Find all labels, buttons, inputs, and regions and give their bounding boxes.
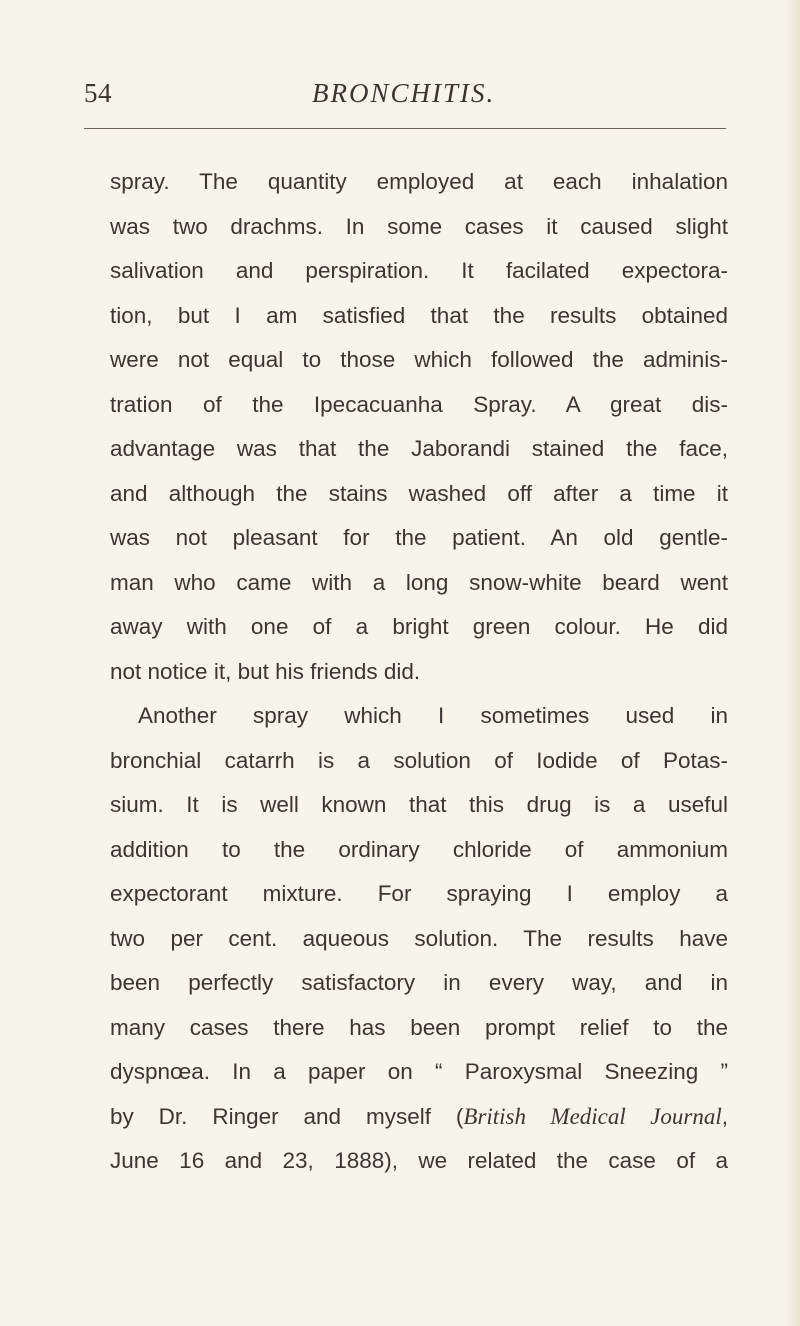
text-line: were not equal to those which followed the adminis-: [110, 347, 728, 372]
body-text: [110, 160, 728, 1184]
text-line: Another spray which I sometimes used in: [138, 703, 728, 728]
citation-before: by Dr. Ringer and myself (: [110, 1103, 464, 1129]
text-line: tration of the Ipecacuanha Spray. A great dis-: [110, 391, 728, 417]
text-line: expectorant mixture. For spraying I employ a: [110, 881, 728, 906]
text-line: not notice it, but his friends did.: [110, 658, 421, 684]
running-head: BRONCHITIS.: [312, 78, 496, 108]
text-line: dyspnœa. In a paper on “ Paroxysmal Sneezing ”: [110, 1059, 728, 1084]
page-number: 54: [84, 78, 112, 108]
text-line: away with one of a bright green colour. He did: [110, 614, 728, 639]
text-line: June 16 and 23, 1888), we related the case of a: [110, 1148, 728, 1173]
text-line: been perfectly satisfactory in every way, and in: [110, 970, 728, 995]
text-line: was not pleasant for the patient. An old gentle-: [110, 525, 728, 550]
text-line-citation: [110, 1095, 728, 1140]
text-line: man who came with a long snow-white beard went: [110, 569, 728, 595]
text-line: many cases there has been prompt relief to the: [110, 1014, 728, 1040]
journal-title: British Medical Journal: [463, 1103, 722, 1129]
text-line: spray. The quantity employed at each inhalation: [110, 169, 728, 194]
text-line: salivation and perspiration. It facilated expectora-: [110, 258, 728, 283]
text-line: two per cent. aqueous solution. The results have: [110, 925, 728, 951]
text-line: tion, but I am satisfied that the results obtained: [110, 302, 728, 328]
citation-after: ,: [721, 1103, 729, 1129]
text-line: addition to the ordinary chloride of ammonium: [110, 836, 728, 862]
page-header: [84, 78, 724, 118]
page-edge-shadow: [786, 0, 800, 1326]
text-line: bronchial catarrh is a solution of Iodide of Potas-: [110, 747, 728, 773]
text-line: and although the stains washed off after a time it: [110, 480, 728, 506]
header-rule: [84, 128, 726, 129]
text-line: advantage was that the Jaborandi stained the face,: [110, 436, 728, 461]
text-line: sium. It is well known that this drug is a useful: [110, 792, 728, 817]
text-line: was two drachms. In some cases it caused slight: [110, 213, 728, 239]
